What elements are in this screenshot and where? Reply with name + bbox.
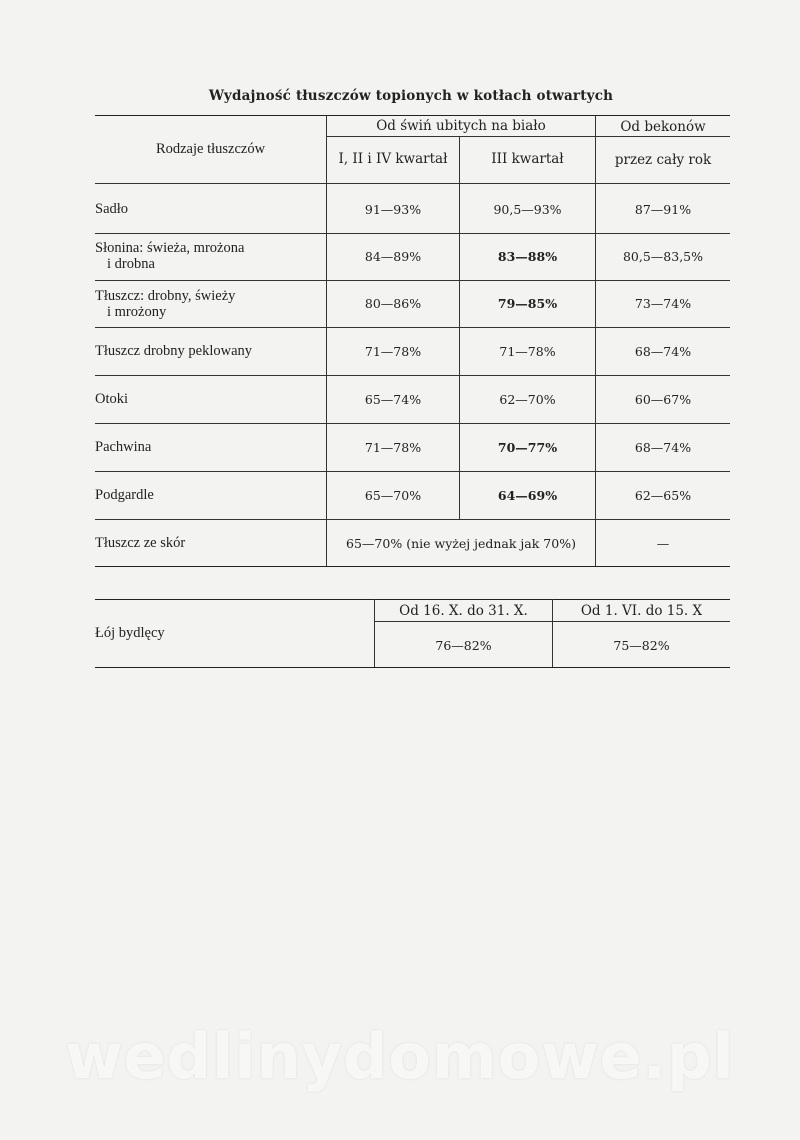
value-q3: 90,5—93%: [493, 202, 562, 217]
table-title: Wydajność tłuszczów topionych w kotłach otwartych: [208, 88, 614, 104]
row-name-line1: Słonina: świeża, mrożona: [95, 240, 245, 256]
value-q3: 79—85%: [497, 296, 558, 311]
col-header-period2: Od 1. VI. do 15. X: [580, 603, 703, 619]
row-name: Tłuszcz ze skór: [95, 535, 186, 551]
value-period1: 76—82%: [435, 638, 492, 653]
value-q3: 83—88%: [497, 249, 558, 264]
col-header-year: przez cały rok: [614, 152, 712, 168]
row-name: Otoki: [95, 391, 129, 407]
table1-group-underline: [327, 136, 730, 137]
table2-bottom-border: [95, 667, 730, 668]
value-year: 68—74%: [634, 344, 692, 359]
row-name: Łój bydlęcy: [95, 625, 165, 641]
table1-top-border: [95, 115, 730, 116]
group-header-white: Od świń ubitych na biało: [376, 118, 546, 134]
value-q124: 65—74%: [364, 392, 422, 407]
value-merged: 65—70% (nie wyżej jednak jak 70%): [346, 536, 576, 551]
table2-top-border: [95, 599, 730, 600]
value-q3: 62—70%: [499, 392, 556, 407]
value-period2: 75—82%: [613, 638, 670, 653]
row-header-label: Rodzaje tłuszczów: [155, 141, 266, 157]
value-q124: 71—78%: [364, 344, 422, 359]
table1-bottom-border: [95, 566, 730, 567]
row-separator: [95, 233, 730, 234]
row-name: Tłuszcz drobny peklowany: [95, 343, 253, 359]
row-name-line1: Tłuszcz: drobny, świeży: [95, 288, 236, 304]
row-separator: [95, 519, 730, 520]
row-name: Podgardle: [95, 487, 154, 503]
value-q124: 71—78%: [364, 440, 422, 455]
col-header-q3: III kwartał: [491, 151, 564, 167]
col-header-q124: I, II i IV kwartał: [338, 151, 448, 167]
value-q124: 65—70%: [364, 488, 422, 503]
table1-header-bottom: [95, 183, 730, 184]
value-year: 73—74%: [634, 296, 692, 311]
value-year: 68—74%: [634, 440, 692, 455]
row-separator: [95, 280, 730, 281]
group-header-bacon: Od bekonów: [620, 119, 706, 135]
value-year: 87—91%: [634, 202, 692, 217]
value-q124: 91—93%: [364, 202, 422, 217]
col-header-period1: Od 16. X. do 31. X.: [399, 603, 528, 619]
value-q3: 71—78%: [499, 344, 556, 359]
row-separator: [95, 471, 730, 472]
row-name-line2: i drobna: [107, 256, 155, 272]
row-name-line2: i mrożony: [107, 304, 167, 320]
value-q3: 70—77%: [497, 440, 558, 455]
col-divider-quarters: [459, 136, 460, 519]
row-separator: [95, 423, 730, 424]
row-name: Sadło: [95, 201, 129, 217]
row-separator: [95, 327, 730, 328]
row-name: Pachwina: [95, 439, 152, 455]
value-q124: 80—86%: [364, 296, 422, 311]
value-year: 80,5—83,5%: [622, 249, 704, 264]
value-year: —: [656, 536, 670, 551]
watermark: wedlinydomowe.pl: [65, 1020, 735, 1093]
value-year: 60—67%: [634, 392, 692, 407]
value-q124: 84—89%: [364, 249, 422, 264]
row-separator: [95, 375, 730, 376]
value-year: 62—65%: [634, 488, 692, 503]
value-q3: 64—69%: [497, 488, 558, 503]
